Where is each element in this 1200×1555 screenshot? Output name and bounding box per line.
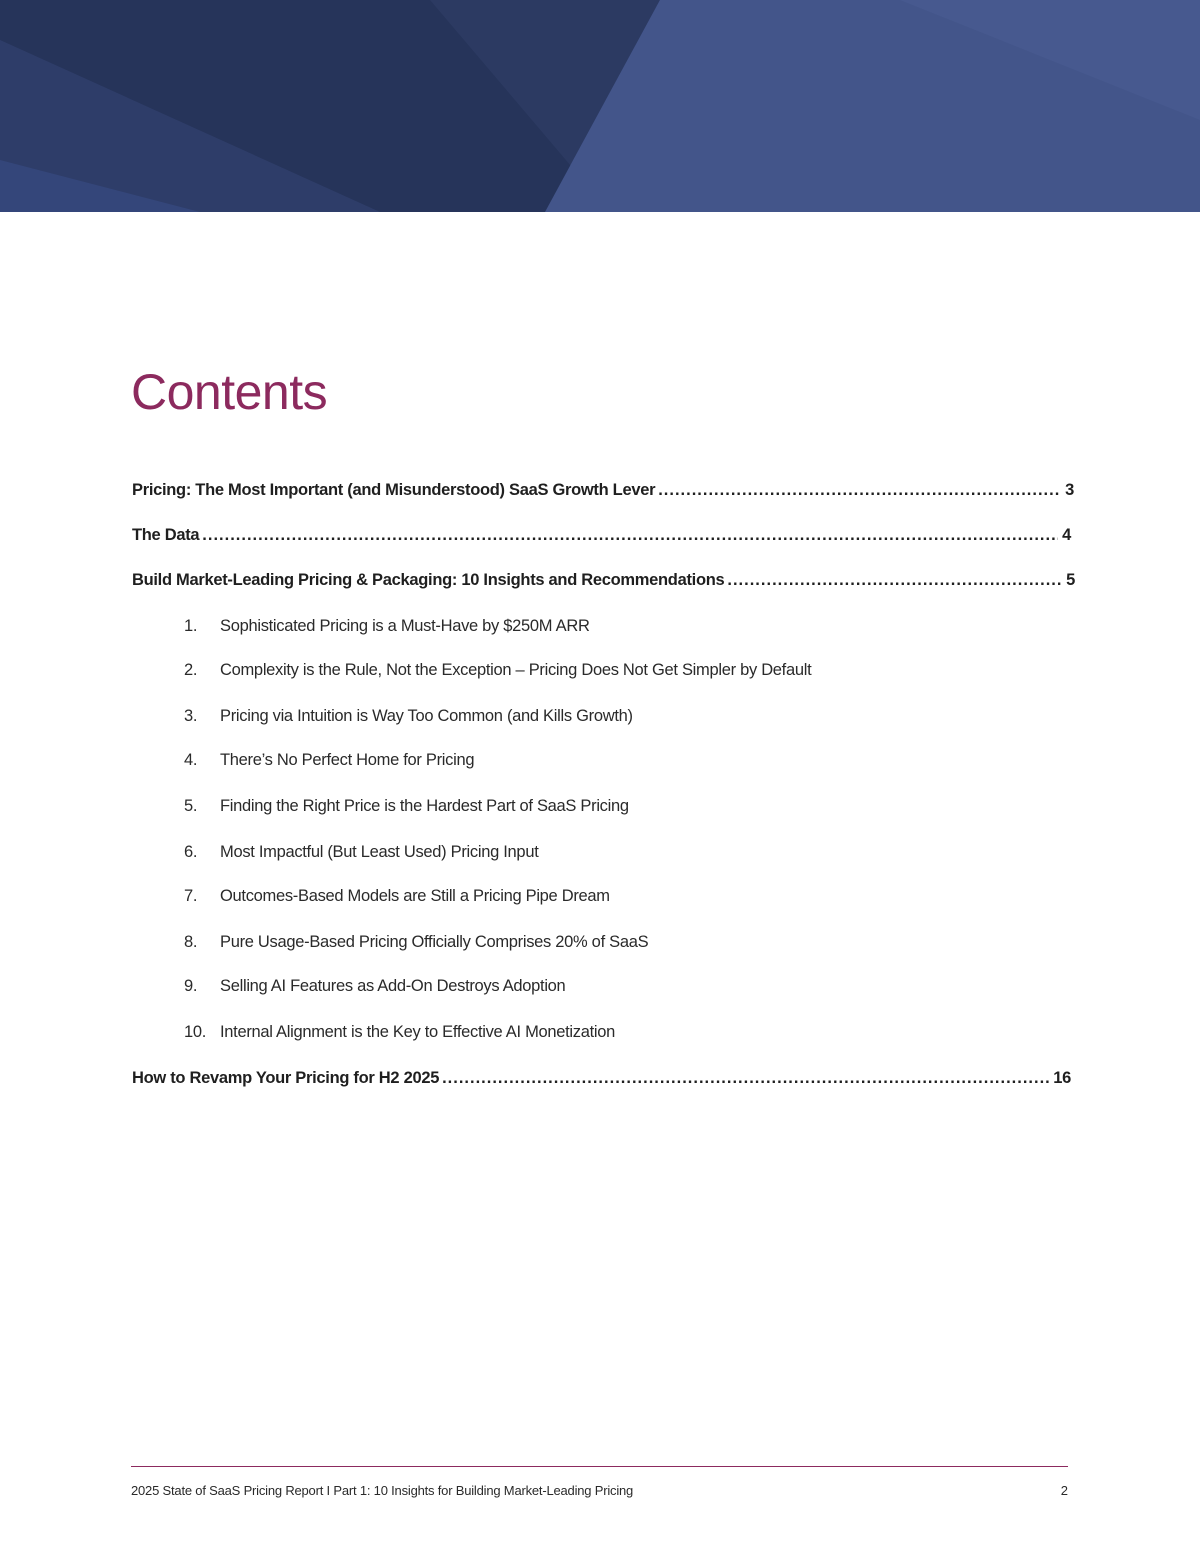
toc-subitem-number: 1. bbox=[184, 617, 198, 635]
toc-subitem-text: Pure Usage-Based Pricing Officially Comprises 20% of SaaS bbox=[220, 933, 649, 951]
toc-entry-insights[interactable] bbox=[132, 571, 1075, 595]
toc-entry-pricing-lever[interactable] bbox=[132, 481, 1074, 505]
toc-subitem-5[interactable] bbox=[184, 797, 629, 821]
toc-subitem-text: Sophisticated Pricing is a Must-Have by $250M ARR bbox=[220, 617, 590, 635]
toc-subitem-text: Internal Alignment is the Key to Effective AI Monetization bbox=[220, 1023, 616, 1041]
toc-subitem-text: Most Impactful (But Least Used) Pricing Input bbox=[220, 843, 539, 861]
toc-subitem-text: There’s No Perfect Home for Pricing bbox=[220, 751, 475, 769]
toc-subitem-4[interactable] bbox=[184, 751, 474, 775]
toc-subitem-3[interactable] bbox=[184, 707, 633, 731]
toc-subitem-number: 2. bbox=[184, 661, 198, 679]
toc-entry-page: 5 bbox=[1066, 571, 1075, 589]
toc-entry-the-data[interactable] bbox=[132, 526, 1071, 550]
toc-subitem-number: 3. bbox=[184, 707, 198, 725]
footer-report-title: 2025 State of SaaS Pricing Report I Part 1: 10 Insights for Building Market-Leading Pricing bbox=[131, 1483, 634, 1498]
toc-subitem-text: Outcomes-Based Models are Still a Pricing Pipe Dream bbox=[220, 887, 610, 905]
toc-subitem-number: 5. bbox=[184, 797, 198, 815]
toc-subitem-10[interactable] bbox=[184, 1023, 615, 1047]
toc-subitem-6[interactable] bbox=[184, 843, 538, 867]
toc-entry-label: Pricing: The Most Important (and Misunderstood) SaaS Growth Lever bbox=[132, 481, 656, 499]
toc-entry-revamp[interactable] bbox=[132, 1069, 1071, 1093]
toc-entry-page: 16 bbox=[1053, 1069, 1071, 1087]
page-title: Contents bbox=[131, 364, 328, 420]
toc-subitem-1[interactable] bbox=[184, 617, 590, 641]
toc-entry-label: The Data bbox=[132, 526, 200, 544]
toc-subitem-number: 7. bbox=[184, 887, 198, 905]
toc-subitem-text: Complexity is the Rule, Not the Exception – Pricing Does Not Get Simpler by Default bbox=[220, 661, 812, 679]
toc-subitem-number: 6. bbox=[184, 843, 198, 861]
toc-subitem-number: 10. bbox=[184, 1023, 207, 1041]
footer-divider bbox=[131, 1466, 1068, 1467]
toc-entry-label: Build Market-Leading Pricing & Packaging: 10 Insights and Recommendations bbox=[132, 571, 725, 589]
toc-leader-dots bbox=[727, 571, 1062, 590]
toc-leader-dots bbox=[202, 526, 1058, 545]
banner-graphic bbox=[0, 0, 1200, 212]
toc-entry-page: 3 bbox=[1065, 481, 1074, 499]
toc-subitem-8[interactable] bbox=[184, 933, 648, 957]
toc-subitem-number: 9. bbox=[184, 977, 198, 995]
toc-entry-page: 4 bbox=[1062, 526, 1071, 544]
toc-subitem-text: Pricing via Intuition is Way Too Common (and Kills Growth) bbox=[220, 707, 633, 725]
toc-subitem-2[interactable] bbox=[184, 661, 811, 685]
toc-entry-label: How to Revamp Your Pricing for H2 2025 bbox=[132, 1069, 440, 1087]
footer-page-number: 2 bbox=[1060, 1483, 1068, 1498]
toc-subitem-text: Finding the Right Price is the Hardest Part of SaaS Pricing bbox=[220, 797, 629, 815]
toc-subitem-number: 4. bbox=[184, 751, 198, 769]
toc-subitem-text: Selling AI Features as Add-On Destroys Adoption bbox=[220, 977, 566, 995]
header-banner bbox=[0, 0, 1200, 212]
toc-subitem-7[interactable] bbox=[184, 887, 610, 911]
toc-subitem-number: 8. bbox=[184, 933, 198, 951]
toc-subitem-9[interactable] bbox=[184, 977, 565, 1001]
toc-leader-dots bbox=[442, 1069, 1049, 1088]
toc-leader-dots bbox=[658, 481, 1061, 500]
